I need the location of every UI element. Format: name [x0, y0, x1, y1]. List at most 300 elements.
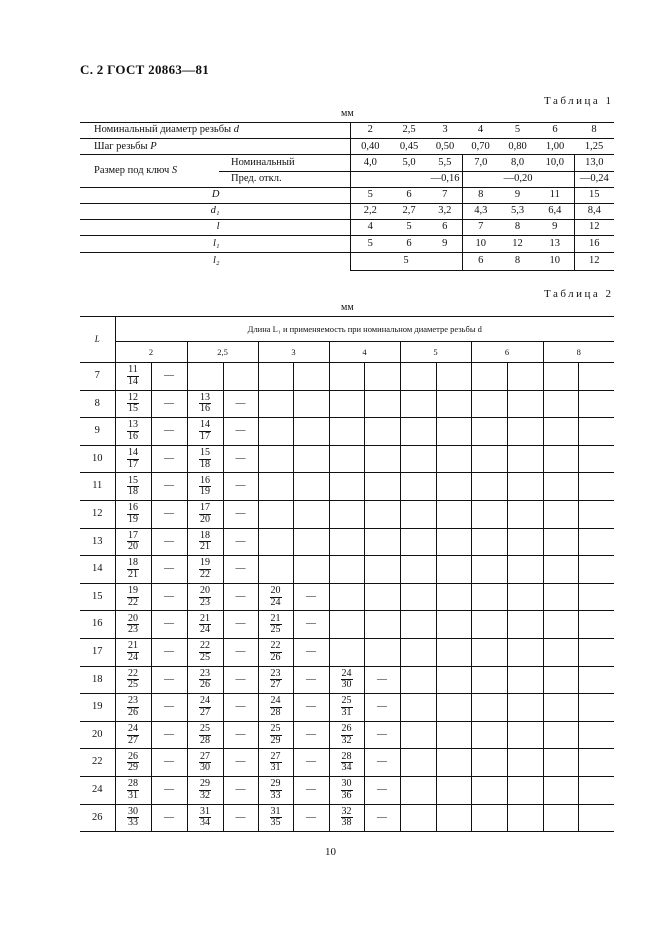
fraction [341, 696, 353, 718]
t2-fraction-cell [187, 804, 223, 832]
fraction [127, 641, 139, 663]
fraction [341, 752, 353, 774]
t2-fraction-cell [187, 528, 223, 556]
t2-applicability-cell [293, 528, 329, 556]
fraction [199, 420, 211, 442]
fraction [127, 420, 139, 442]
t2-fraction-cell [187, 749, 223, 777]
t2-applicability-cell [507, 528, 543, 556]
t2-fraction-cell [115, 390, 151, 418]
t2-fraction-cell [115, 363, 151, 391]
fraction [199, 724, 211, 746]
t2-fraction-cell [329, 721, 364, 749]
t2-applicability-cell [578, 500, 614, 528]
t2-fraction-cell [258, 418, 293, 446]
t2-applicability-cell [293, 500, 329, 528]
dash-mark: — [235, 425, 246, 437]
t2-applicability-cell [507, 556, 543, 584]
t2-fraction-cell [543, 473, 578, 501]
t2-fraction-cell [400, 638, 436, 666]
fraction [341, 669, 353, 691]
fraction-numerator: 26 [341, 723, 352, 735]
t2-applicability-cell [223, 390, 258, 418]
t1-cell: 7 [428, 187, 462, 203]
t1-cell: 10,0 [536, 155, 574, 171]
fraction [127, 669, 139, 691]
fraction-denominator: 29 [270, 734, 281, 746]
fraction [199, 669, 211, 691]
fraction-numerator: 14 [200, 419, 210, 431]
t2-fraction-cell [471, 473, 507, 501]
t2-applicability-cell [293, 556, 329, 584]
t2-applicability-cell [151, 721, 187, 749]
t2-applicability-cell [436, 390, 471, 418]
t1-cell: 5 [499, 123, 536, 139]
t2-applicability-cell [436, 721, 471, 749]
fraction [127, 365, 139, 387]
t1-cell: 4 [350, 220, 390, 236]
t2-applicability-cell [578, 363, 614, 391]
t1-row-l1 [80, 236, 614, 252]
t2-L-value: 11 [80, 473, 115, 501]
fraction [127, 807, 139, 829]
t2-applicability-cell [364, 721, 400, 749]
t1-label-nominal: Номинальный [219, 155, 350, 171]
t2-applicability-cell [436, 583, 471, 611]
t2-L-value: 15 [80, 583, 115, 611]
t1-symbol: l₂ [212, 255, 220, 267]
t2-fraction-cell [400, 473, 436, 501]
dash-mark: — [164, 618, 174, 630]
t2-fraction-cell [187, 666, 223, 694]
t1-row-diameter [80, 123, 614, 139]
t1-cell: 6,4 [536, 203, 574, 219]
t1-cell: 5,0 [390, 155, 428, 171]
t2-fraction-cell [400, 804, 436, 832]
t2-applicability-cell [151, 804, 187, 832]
table-row [80, 418, 614, 446]
t1-label-pitch: Шаг резьбы P [80, 139, 350, 155]
fraction-numerator: 20 [270, 585, 281, 597]
fraction [341, 807, 353, 829]
t2-fraction-cell [115, 473, 151, 501]
table-row [80, 500, 614, 528]
t2-applicability-cell [223, 776, 258, 804]
fraction-numerator: 19 [200, 557, 210, 569]
t2-fraction-cell [115, 500, 151, 528]
t2-L-value: 14 [80, 556, 115, 584]
t2-applicability-cell [507, 418, 543, 446]
fraction [199, 503, 211, 525]
t1-cell: 4 [462, 123, 499, 139]
fraction-numerator: 17 [200, 502, 210, 514]
t2-applicability-cell [436, 528, 471, 556]
fraction-numerator: 18 [200, 529, 210, 541]
fraction-denominator: 29 [128, 762, 138, 774]
fraction-denominator: 22 [200, 568, 210, 580]
fraction-denominator: 14 [128, 375, 138, 387]
dash-mark: — [377, 673, 387, 685]
t2-L-value: 18 [80, 666, 115, 694]
t2-fraction-cell [543, 583, 578, 611]
fraction-numerator: 25 [200, 723, 210, 735]
t1-cell: 8 [499, 252, 536, 271]
fraction-denominator: 17 [200, 430, 210, 442]
t2-fraction-cell [329, 390, 364, 418]
t2-applicability-cell [364, 749, 400, 777]
fraction-denominator: 36 [341, 789, 352, 801]
fraction-denominator: 21 [128, 568, 138, 580]
t2-applicability-cell [151, 418, 187, 446]
t2-applicability-cell [293, 445, 329, 473]
fraction [270, 669, 282, 691]
t2-fraction-cell [115, 721, 151, 749]
t2-fraction-cell [400, 611, 436, 639]
fraction-denominator: 26 [200, 679, 210, 691]
dash-mark: — [235, 452, 246, 464]
t2-applicability-cell [364, 583, 400, 611]
t2-fraction-cell [329, 776, 364, 804]
t2-applicability-cell [223, 804, 258, 832]
fraction [199, 779, 211, 801]
fraction-denominator: 16 [128, 430, 138, 442]
document-header: С. 2 ГОСТ 20863—81 [80, 62, 210, 77]
fraction [199, 476, 211, 498]
t1-cell: 2,7 [390, 203, 428, 219]
t2-applicability-cell [364, 666, 400, 694]
t2-fraction-cell [187, 445, 223, 473]
t2-fraction-cell [329, 363, 364, 391]
dash-mark: — [235, 756, 246, 768]
t2-applicability-cell [578, 528, 614, 556]
t2-fraction-cell [543, 721, 578, 749]
t2-fraction-cell [258, 694, 293, 722]
fraction-numerator: 16 [200, 474, 210, 486]
t1-cell: —0,16 [350, 171, 462, 187]
fraction-denominator: 19 [200, 486, 210, 498]
t1-cell: 5 [350, 252, 462, 271]
fraction-denominator: 18 [200, 458, 210, 470]
fraction-numerator: 13 [200, 391, 210, 403]
t2-fraction-cell [258, 556, 293, 584]
t2-fraction-cell [258, 473, 293, 501]
t1-row-pitch [80, 139, 614, 155]
t2-L-value: 13 [80, 528, 115, 556]
dash-mark: — [235, 590, 246, 602]
fraction-denominator: 31 [341, 706, 352, 718]
t2-fraction-cell [187, 721, 223, 749]
fraction-numerator: 16 [128, 502, 138, 514]
t2-col-L: L [80, 317, 115, 363]
t1-row-D [80, 187, 614, 203]
t2-applicability-cell [151, 638, 187, 666]
t2-applicability-cell [223, 583, 258, 611]
t2-applicability-cell [578, 721, 614, 749]
t2-fraction-cell [329, 528, 364, 556]
t2-fraction-cell [329, 749, 364, 777]
t2-fraction-cell [115, 638, 151, 666]
t1-cell: 13,0 [574, 155, 614, 171]
table-row [80, 528, 614, 556]
t2-applicability-cell [436, 500, 471, 528]
fraction [127, 779, 139, 801]
t2-applicability-cell [364, 556, 400, 584]
fraction [199, 531, 211, 553]
t2-applicability-cell [151, 500, 187, 528]
t2-fraction-cell [471, 390, 507, 418]
fraction-numerator: 28 [341, 750, 352, 762]
t2-fraction-cell [543, 804, 578, 832]
t1-cell: 3,2 [428, 203, 462, 219]
t2-applicability-cell [578, 418, 614, 446]
t1-row-l2 [80, 252, 614, 271]
t2-fraction-cell [543, 556, 578, 584]
fraction-numerator: 23 [270, 667, 281, 679]
dash-mark: — [377, 783, 387, 795]
t2-applicability-cell [293, 473, 329, 501]
t2-fraction-cell [471, 445, 507, 473]
t2-fraction-cell [258, 804, 293, 832]
fraction-numerator: 19 [128, 585, 138, 597]
t2-applicability-cell [293, 776, 329, 804]
t2-applicability-cell [293, 363, 329, 391]
dash-mark: — [164, 783, 174, 795]
t2-applicability-cell [223, 749, 258, 777]
t2-diameter: 2 [115, 342, 187, 363]
fraction-numerator: 25 [270, 723, 281, 735]
fraction [270, 779, 282, 801]
table-row [80, 694, 614, 722]
t2-fraction-cell [258, 721, 293, 749]
fraction-numerator: 29 [270, 778, 281, 790]
fraction-numerator: 30 [341, 778, 352, 790]
table-row [80, 556, 614, 584]
t1-cell: 12 [574, 252, 614, 271]
t2-applicability-cell [151, 666, 187, 694]
fraction [270, 807, 282, 829]
t1-cell: 6 [390, 236, 428, 252]
t2-applicability-cell [364, 363, 400, 391]
t2-fraction-cell [115, 804, 151, 832]
fraction-numerator: 21 [128, 640, 138, 652]
t2-applicability-cell [151, 390, 187, 418]
t2-fraction-cell [400, 776, 436, 804]
t2-diameter: 2,5 [187, 342, 258, 363]
t1-cell: 15 [574, 187, 614, 203]
t2-applicability-cell [436, 638, 471, 666]
t1-cell: 0,70 [462, 139, 499, 155]
dash-mark: — [235, 563, 246, 575]
fraction [270, 586, 282, 608]
t2-fraction-cell [115, 749, 151, 777]
t1-row-d1 [80, 203, 614, 219]
t2-fraction-cell [543, 611, 578, 639]
fraction [341, 724, 353, 746]
t2-applicability-cell [151, 776, 187, 804]
table-row [80, 363, 614, 391]
dash-mark: — [235, 701, 246, 713]
t1-cell: 5 [390, 220, 428, 236]
t2-fraction-cell [329, 804, 364, 832]
fraction [127, 752, 139, 774]
t2-diameter: 4 [329, 342, 400, 363]
t2-applicability-cell [578, 804, 614, 832]
fraction [199, 807, 211, 829]
t2-L-value: 19 [80, 694, 115, 722]
t2-L-value: 10 [80, 445, 115, 473]
t1-label-tolerance: Пред. откл. [219, 171, 350, 187]
t1-cell: 12 [574, 220, 614, 236]
t1-cell: 5,3 [499, 203, 536, 219]
dash-mark: — [235, 811, 246, 823]
t2-applicability-cell [151, 694, 187, 722]
t2-applicability-cell [436, 611, 471, 639]
t2-fraction-cell [543, 528, 578, 556]
dash-mark: — [164, 811, 174, 823]
t2-applicability-cell [151, 749, 187, 777]
dash-mark: — [306, 756, 316, 768]
t2-applicability-cell [507, 721, 543, 749]
t2-applicability-cell [151, 528, 187, 556]
table1-caption: Таблица 1 [544, 95, 614, 107]
fraction-denominator: 30 [200, 762, 210, 774]
t2-applicability-cell [151, 363, 187, 391]
fraction-denominator: 25 [128, 679, 138, 691]
t2-applicability-cell [507, 583, 543, 611]
t2-fraction-cell [471, 500, 507, 528]
t1-cell: 7,0 [462, 155, 499, 171]
fraction-denominator: 20 [128, 541, 138, 553]
fraction-numerator: 31 [270, 805, 281, 817]
t1-label-diameter: Номинальный диаметр резьбы d [80, 123, 350, 139]
t2-fraction-cell [258, 363, 293, 391]
t2-L-value: 9 [80, 418, 115, 446]
table2-unit: мм [341, 302, 354, 313]
t2-diameter-row [80, 342, 614, 363]
dash-mark: — [235, 673, 246, 685]
t2-applicability-cell [223, 500, 258, 528]
fraction-numerator: 32 [341, 805, 352, 817]
fraction-denominator: 33 [128, 817, 138, 829]
fraction [199, 752, 211, 774]
fraction-denominator: 32 [200, 789, 210, 801]
dash-mark: — [235, 783, 246, 795]
t2-fraction-cell [329, 418, 364, 446]
t2-applicability-cell [436, 556, 471, 584]
t2-fraction-cell [187, 500, 223, 528]
t2-L-value: 8 [80, 390, 115, 418]
t2-fraction-cell [400, 363, 436, 391]
t2-L-value: 17 [80, 638, 115, 666]
t2-fraction-cell [400, 666, 436, 694]
t2-applicability-cell [364, 500, 400, 528]
fraction-denominator: 20 [200, 513, 210, 525]
t1-cell: 5 [350, 236, 390, 252]
t2-applicability-cell [507, 363, 543, 391]
t2-applicability-cell [364, 776, 400, 804]
t2-diameter: 5 [400, 342, 471, 363]
t2-applicability-cell [436, 749, 471, 777]
fraction [270, 614, 282, 636]
t2-applicability-cell [364, 473, 400, 501]
table1-unit: мм [341, 108, 354, 119]
t2-applicability-cell [151, 583, 187, 611]
t2-fraction-cell [471, 804, 507, 832]
t2-applicability-cell [223, 528, 258, 556]
t1-cell: 8 [462, 187, 499, 203]
t2-fraction-cell [543, 694, 578, 722]
fraction [199, 448, 211, 470]
t2-applicability-cell [436, 694, 471, 722]
t2-applicability-cell [436, 445, 471, 473]
fraction [270, 696, 282, 718]
fraction-denominator: 26 [270, 651, 281, 663]
t2-fraction-cell [329, 583, 364, 611]
t2-applicability-cell [436, 666, 471, 694]
t2-applicability-cell [293, 418, 329, 446]
fraction-numerator: 20 [200, 585, 210, 597]
fraction-numerator: 29 [200, 778, 210, 790]
fraction [127, 476, 139, 498]
fraction-denominator: 38 [341, 817, 352, 829]
dash-mark: — [164, 563, 174, 575]
t2-fraction-cell [543, 363, 578, 391]
t2-applicability-cell [507, 694, 543, 722]
dash-mark: — [164, 508, 174, 520]
fraction-numerator: 17 [128, 529, 138, 541]
t2-applicability-cell [436, 473, 471, 501]
table-row [80, 666, 614, 694]
t2-applicability-cell [293, 390, 329, 418]
t2-applicability-cell [364, 445, 400, 473]
fraction-numerator: 25 [341, 695, 352, 707]
fraction-numerator: 27 [200, 750, 210, 762]
t2-fraction-cell [471, 363, 507, 391]
dash-mark: — [306, 811, 316, 823]
fraction-denominator: 22 [128, 596, 138, 608]
t2-L-value: 26 [80, 804, 115, 832]
t2-fraction-cell [329, 500, 364, 528]
fraction [127, 586, 139, 608]
t1-cell: 2 [350, 123, 390, 139]
t1-cell: 8 [499, 220, 536, 236]
fraction-numerator: 24 [341, 667, 352, 679]
t2-applicability-cell [293, 638, 329, 666]
t1-cell: 2,5 [390, 123, 428, 139]
t1-cell: 13 [536, 236, 574, 252]
t1-cell: 11 [536, 187, 574, 203]
fraction-denominator: 25 [270, 624, 281, 636]
fraction-numerator: 22 [128, 667, 138, 679]
t2-fraction-cell [471, 418, 507, 446]
fraction-numerator: 28 [128, 778, 138, 790]
t2-applicability-cell [578, 445, 614, 473]
t2-diameter: 3 [258, 342, 329, 363]
t1-cell: 0,40 [350, 139, 390, 155]
fraction-numerator: 20 [128, 612, 138, 624]
fraction-numerator: 12 [128, 391, 138, 403]
t2-applicability-cell [151, 445, 187, 473]
t2-applicability-cell [223, 611, 258, 639]
t2-fraction-cell [400, 500, 436, 528]
t2-applicability-cell [151, 611, 187, 639]
t2-fraction-cell [543, 445, 578, 473]
t2-fraction-cell [400, 528, 436, 556]
t2-fraction-cell [543, 390, 578, 418]
t2-fraction-cell [187, 638, 223, 666]
t1-cell: 7 [462, 220, 499, 236]
t2-fraction-cell [329, 694, 364, 722]
